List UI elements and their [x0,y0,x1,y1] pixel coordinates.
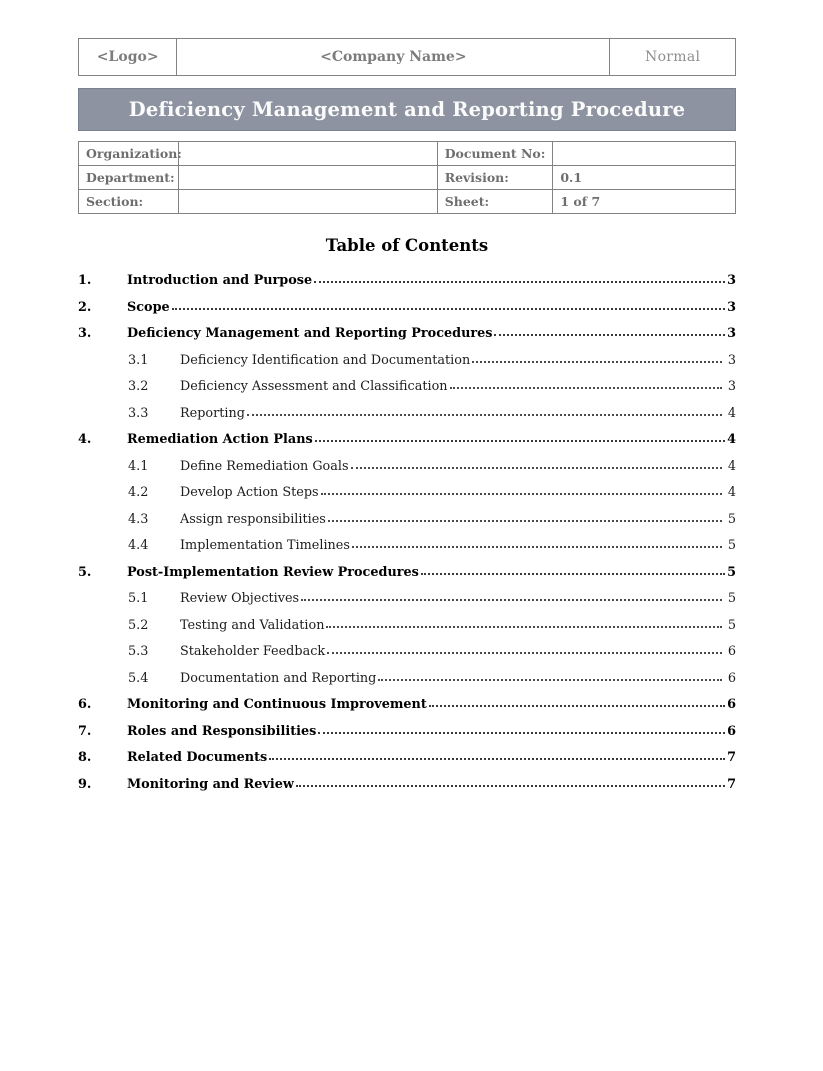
toc-entry-title: Define Remediation Goals [180,458,349,474]
toc-entry[interactable] [78,619,736,632]
toc-dot-leader [318,732,725,734]
meta-row [79,166,736,190]
toc-entry[interactable] [78,592,736,605]
toc-entry[interactable] [78,274,736,287]
toc-entry-page-number: 4 [727,485,736,500]
toc-entry[interactable] [78,460,736,473]
meta-label-revision: Revision: [437,166,553,190]
toc-entry-number: 2. [78,299,92,315]
toc-heading: Table of Contents [325,236,489,255]
document-title-bar [78,88,736,131]
meta-label-sheet: Sheet: [437,190,553,214]
toc-entry[interactable] [78,407,736,420]
toc-dot-leader [247,414,722,416]
toc-entry-title: Monitoring and Continuous Improvement [127,697,427,712]
meta-label-organization: Organization: [79,142,179,166]
toc-entry[interactable] [78,354,736,367]
toc-dot-leader [378,679,721,681]
toc-entry-title: Deficiency Assessment and Classification [180,379,448,394]
toc-entry-number: 3. [78,326,92,341]
classification-label: Normal [645,49,701,65]
toc-entry[interactable] [78,486,736,499]
toc-entry-page-number: 7 [727,776,736,792]
toc-entry[interactable] [78,645,736,658]
toc-entry-number: 9. [78,776,92,792]
meta-value-department [178,166,437,190]
toc-entry-number: 5. [78,564,92,580]
toc-entry-title: Post-Implementation Review Procedures [127,564,419,580]
meta-value-section [178,190,437,214]
toc-entry-number: 5.2 [128,617,149,633]
toc-entry-title: Assign responsibilities [180,511,326,527]
toc-entry-number: 5.3 [128,644,149,659]
meta-label-document-no: Document No: [437,142,553,166]
toc-dot-leader [351,467,722,469]
toc-entry-page-number: 6 [727,644,736,659]
toc-entry-number: 8. [78,750,92,765]
toc-dot-leader [352,546,722,548]
toc-entry-number: 6. [78,697,92,712]
toc-entry-number: 3.3 [128,405,149,421]
meta-value-sheet: 1 of 7 [553,190,736,214]
toc-entry[interactable] [78,725,736,738]
meta-label-section: Section: [79,190,179,214]
toc-entry-page-number: 3 [727,379,736,394]
toc-entry-number: 4.4 [128,538,149,553]
toc-list [78,274,736,791]
toc-dot-leader [328,520,722,522]
toc-dot-leader [327,652,722,654]
toc-entry-page-number: 5 [727,538,736,553]
toc-entry[interactable] [78,301,736,314]
toc-entry-title: Remediation Action Plans [127,432,313,447]
meta-value-document-no [553,142,736,166]
toc-dot-leader [494,334,725,336]
toc-dot-leader [269,758,725,760]
toc-entry-number: 4.1 [128,458,149,474]
toc-entry-number: 4.2 [128,485,149,500]
toc-dot-leader [321,493,722,495]
toc-entry-title: Deficiency Management and Reporting Procedures [127,326,493,341]
toc-entry[interactable] [78,433,736,446]
toc-entry-page-number: 5 [727,591,736,606]
toc-dot-leader [172,308,725,310]
header-table [78,38,736,76]
meta-value-revision: 0.1 [553,166,736,190]
toc-entry-title: Develop Action Steps [180,485,319,500]
toc-entry-number: 3.2 [128,379,149,394]
toc-entry-title: Monitoring and Review [127,776,294,792]
toc-entry-page-number: 6 [727,697,736,712]
toc-entry-title: Related Documents [127,750,268,765]
toc-entry-number: 4.3 [128,511,149,527]
toc-entry-title: Implementation Timelines [180,538,350,553]
toc-dot-leader [421,573,725,575]
toc-entry-title: Roles and Responsibilities [127,723,317,739]
toc-entry-number: 5.4 [128,670,149,686]
toc-entry-page-number: 5 [727,617,736,633]
toc-dot-leader [326,626,721,628]
toc-entry-title: Introduction and Purpose [127,273,313,288]
toc-entry-page-number: 6 [727,670,736,686]
toc-entry-number: 1. [78,273,92,288]
document-title: Deficiency Management and Reporting Procedure [128,98,686,121]
toc-entry-title: Review Objectives [180,591,300,606]
toc-entry-title: Documentation and Reporting [180,670,377,686]
toc-entry[interactable] [78,380,736,393]
toc-entry[interactable] [78,566,736,579]
logo-placeholder: <Logo> [79,39,177,75]
toc-entry[interactable] [78,778,736,791]
toc-entry-number: 7. [78,723,92,739]
toc-entry-title: Deficiency Identification and Documentation [180,352,471,368]
toc-entry-number: 3.1 [128,352,149,368]
toc-entry-title: Testing and Validation [180,617,325,633]
toc-entry[interactable] [78,327,736,340]
meta-row [79,142,736,166]
toc-entry-page-number: 5 [727,564,736,580]
toc-entry[interactable] [78,672,736,685]
toc-entry-page-number: 4 [727,432,736,447]
toc-dot-leader [315,440,725,442]
toc-entry-page-number: 7 [727,750,736,765]
toc-entry[interactable] [78,698,736,711]
toc-entry-page-number: 3 [727,299,736,315]
toc-entry-number: 5.1 [128,591,149,606]
document-content [78,38,736,804]
toc-dot-leader [296,785,725,787]
toc-dot-leader [472,361,722,363]
toc-entry-title: Scope [127,299,170,315]
toc-dot-leader [314,281,725,283]
meta-table [78,141,736,214]
meta-label-department: Department: [79,166,179,190]
toc-entry-page-number: 3 [727,326,736,341]
toc-entry-page-number: 6 [727,723,736,739]
meta-value-organization [178,142,437,166]
toc-entry-title: Reporting [180,405,245,421]
toc-entry-page-number: 5 [727,511,736,527]
toc-entry-page-number: 3 [727,273,736,288]
toc-dot-leader [301,599,722,601]
toc-dot-leader [429,705,725,707]
toc-entry-title: Stakeholder Feedback [180,644,326,659]
toc-entry-page-number: 4 [727,405,736,421]
toc-entry[interactable] [78,751,736,764]
toc-dot-leader [450,387,722,389]
toc-entry-page-number: 3 [727,352,736,368]
toc-entry-number: 4. [78,432,92,447]
meta-row [79,190,736,214]
company-name: <Company Name> [177,39,610,75]
toc-entry[interactable] [78,513,736,526]
toc-entry[interactable] [78,539,736,552]
toc-entry-page-number: 4 [727,458,736,474]
